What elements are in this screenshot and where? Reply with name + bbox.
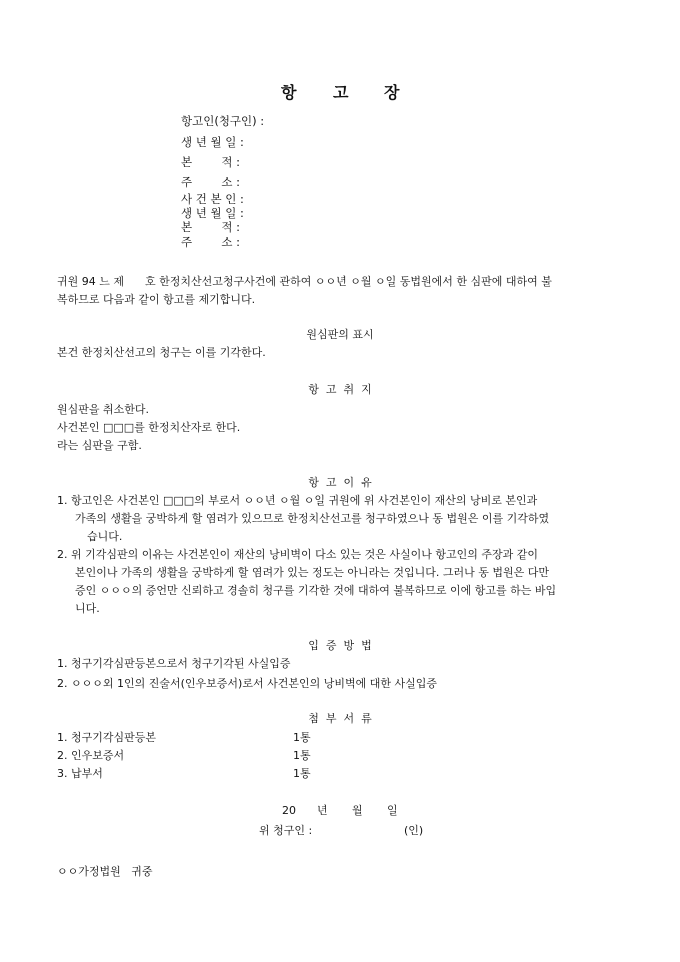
date-month-label: 월 [352, 804, 363, 817]
attachment-1-name: 1. 청구기각심판등본 [57, 731, 156, 744]
appeal-purpose-line-3: 라는 심판을 구함. [57, 439, 142, 452]
intro-line-1: 귀원 94 느 제 호 한정치산선고청구사건에 관하여 ㅇㅇ년 ㅇ월 ㅇ일 동법원에서 한 심판에 대하여 불 [57, 275, 552, 288]
appellant-birthdate-label: 생 년 월 일 : [181, 135, 244, 149]
reason-2-line-3: 증인 ㅇㅇㅇ의 증언만 신뢰하고 경솔히 청구를 기각한 것에 대하여 불복하므로 이에 항고를 하는 바입 [75, 584, 557, 597]
attachment-2-name: 2. 인우보증서 [57, 749, 125, 762]
case-person-label: 사 건 본 인 : [181, 192, 244, 206]
date-year: 20 [282, 804, 296, 817]
reason-1-line-2: 가족의 생활을 궁박하게 할 염려가 있으므로 한정치산선고를 청구하였으나 동 법원은 이를 기각하였 [75, 512, 550, 525]
case-person-address-label: 주 소 : [181, 235, 240, 249]
reason-1-line-1: 1. 항고인은 사건본인 □□□의 부로서 ㅇㅇ년 ㅇ월 ㅇ일 귀원에 위 사건본인이 재산의 낭비로 본인과 [57, 494, 538, 507]
appellant-address-label: 주 소 : [181, 175, 240, 189]
attachment-3-name: 3. 납부서 [57, 767, 103, 780]
evidence-item-2: 2. ㅇㅇㅇ외 1인의 진술서(인우보증서)로서 사건본인의 낭비벽에 대한 사실입증 [57, 677, 437, 690]
appeal-reasons-heading: 항 고 이 유 [308, 476, 372, 489]
appeal-purpose-line-2: 사건본인 □□□를 한정치산자로 한다. [57, 421, 241, 434]
seal-mark: (인) [404, 824, 424, 837]
reason-1-line-3: 습니다. [87, 530, 123, 543]
appeal-purpose-line-1: 원심판을 취소한다. [57, 403, 150, 416]
title-char-2: 고 [333, 83, 349, 102]
date-year-label: 년 [317, 804, 328, 817]
appeal-purpose-heading: 항 고 취 지 [308, 383, 372, 396]
attachment-3-qty: 1통 [293, 767, 311, 780]
document-title [0, 80, 680, 102]
title-char-3: 장 [384, 83, 400, 102]
intro-line-2: 복하므로 다음과 같이 항고를 제기합니다. [57, 293, 256, 306]
attachment-1-qty: 1통 [293, 731, 311, 744]
original-judgment-heading: 원심판의 표시 [306, 328, 374, 341]
court-addressee: ㅇㅇ가정법원 귀중 [57, 865, 153, 878]
original-judgment-text: 본건 한정치산선고의 청구는 이를 기각한다. [57, 346, 266, 359]
appellant-heading: 항고인(청구인) : [181, 114, 265, 128]
reason-2-line-1: 2. 위 기각심판의 이유는 사건본인이 재산의 낭비벽이 다소 있는 것은 사실이나 항고인의 주장과 같이 [57, 548, 538, 561]
attachment-2-qty: 1통 [293, 749, 311, 762]
evidence-item-1: 1. 청구기각심판등본으로서 청구기각된 사실입증 [57, 657, 291, 670]
reason-2-line-2: 본인이나 가족의 생활을 궁박하게 할 염려가 있는 정도는 아니라는 것입니다. 그러나 동 법원은 다만 [75, 566, 549, 579]
reason-2-line-4: 니다. [75, 602, 100, 615]
evidence-heading: 입 증 방 법 [308, 639, 372, 652]
signature-label: 위 청구인 : [259, 824, 313, 837]
title-char-1: 항 [281, 83, 297, 102]
appellant-domicile-label: 본 적 : [181, 155, 240, 169]
case-person-domicile-label: 본 적 : [181, 220, 240, 234]
date-day-label: 일 [387, 804, 398, 817]
case-person-birthdate-label: 생 년 월 일 : [181, 206, 244, 220]
attachments-heading: 첨 부 서 류 [308, 712, 372, 725]
